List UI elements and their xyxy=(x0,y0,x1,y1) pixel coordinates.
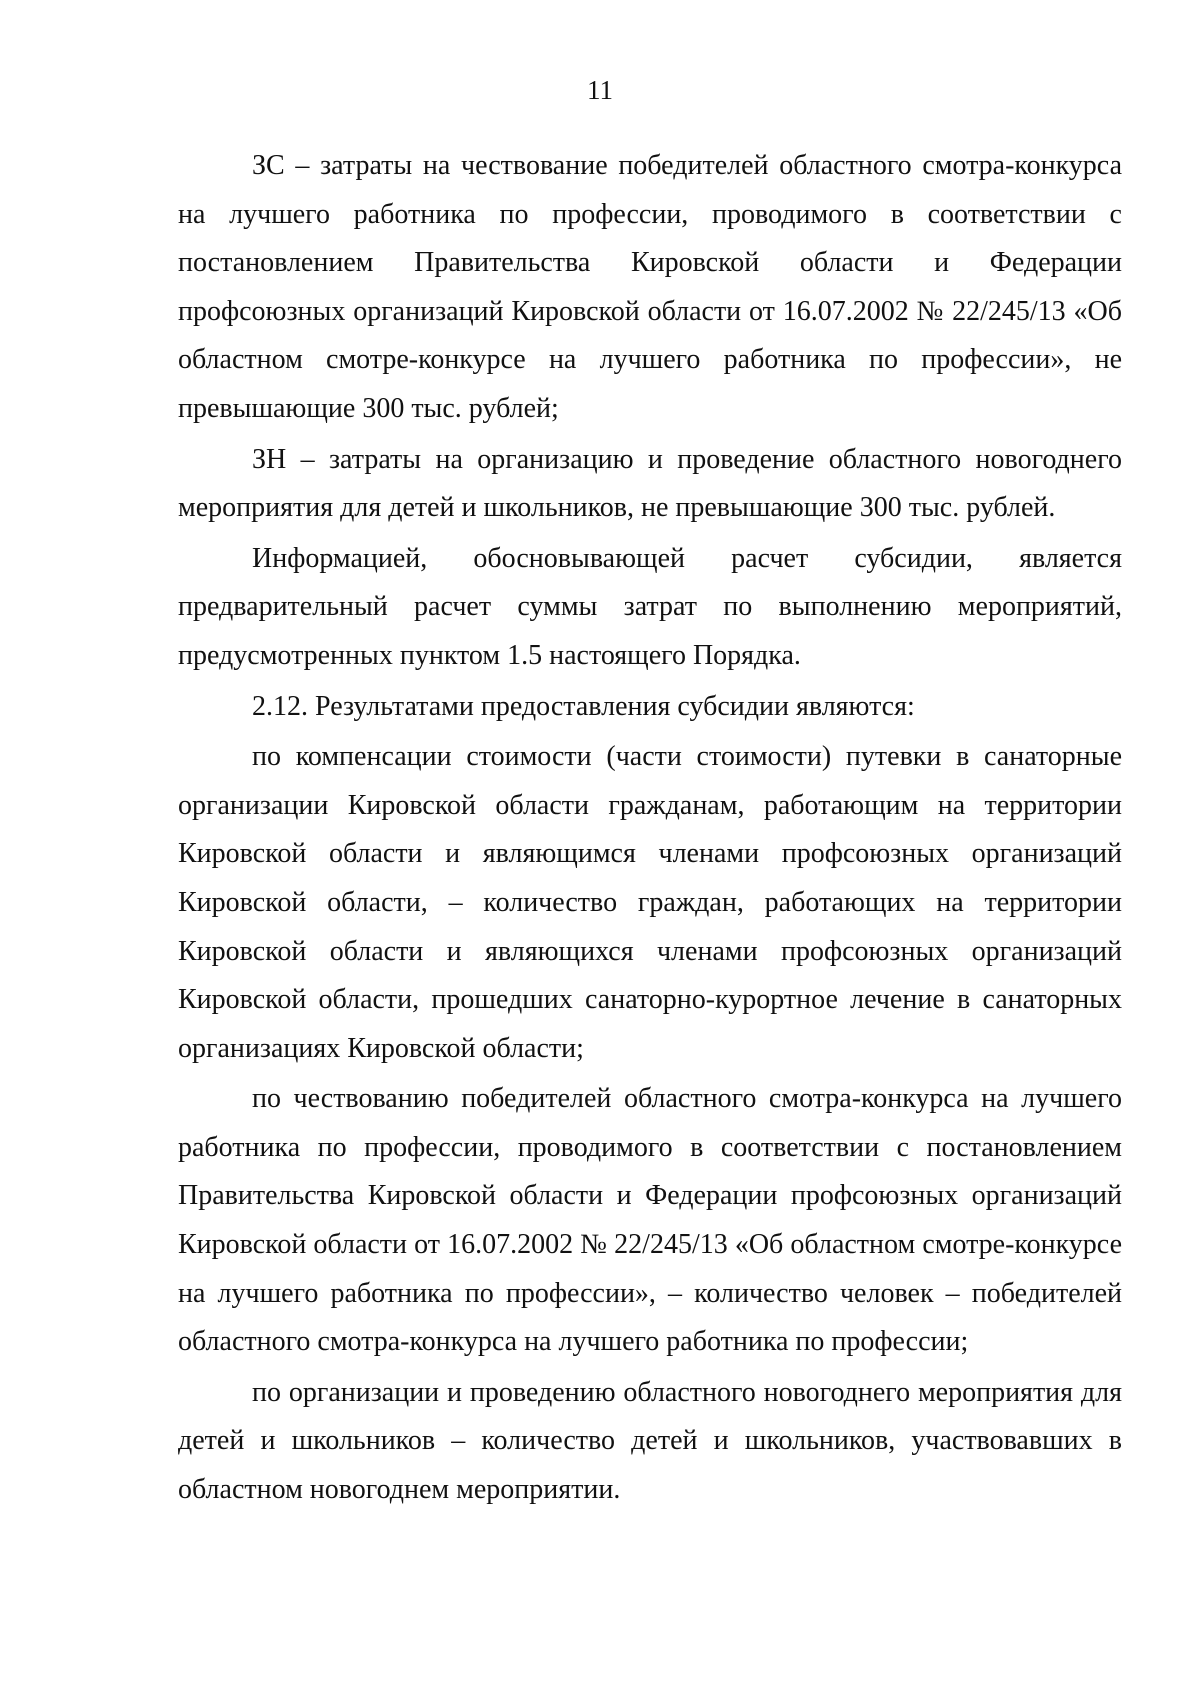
page-number: 11 xyxy=(587,75,613,105)
paragraph-justification-info: Информацией, обосновывающей расчет субсидии, является предварительный расчет суммы затрат по выполнению мероприятий, предусмотренных пунктом 1.5 настоящего Порядка. xyxy=(178,542,1122,671)
paragraph-result-contest: по чествованию победителей областного смотра-конкурса на лучшего работника по профессии, проводимого в соответствии с постановлением Правительства Кировской области и Федерации профсоюзных организаций Кировской области от 16.07.2002 № 22/245/13 «Об областном смотре-конкурсе на лучшего работника по профессии», – количество человек – победителей областного смотра-конкурса на лучшего работника по профессии; xyxy=(178,1083,1122,1358)
paragraph-section-2-12: 2.12. Результатами предоставления субсидии являются: xyxy=(252,690,915,722)
paragraph-zn-definition: ЗН – затраты на организацию и проведение областного новогоднего мероприятия для детей и школьников, не превышающие 300 тыс. рублей. xyxy=(178,443,1122,524)
document-body xyxy=(178,142,1122,1515)
paragraph-zs-definition: ЗС – затраты на чествование победителей областного смотра-конкурса на лучшего работника по профессии, проводимого в соответствии с постановлением Правительства Кировской области и Федерации профсоюзных организаций Кировской области от 16.07.2002 № 22/245/13 «Об областном смотре-конкурсе на лучшего работника по профессии», не превышающие 300 тыс. рублей; xyxy=(178,150,1122,424)
paragraph-result-new-year: по организации и проведению областного новогоднего мероприятия для детей и школьников – количество детей и школьников, участвовавших в областном новогоднем мероприятии. xyxy=(178,1376,1122,1506)
paragraph-result-sanatorium: по компенсации стоимости (части стоимости) путевки в санаторные организации Кировской области гражданам, работающим на территории Кировской области и являющимся членами профсоюзных организаций Кировской области, – количество граждан, работающих на территории Кировской области и являющихся членами профсоюзных организаций Кировской области, прошедших санаторно-курортное лечение в санаторных организациях Кировской области; xyxy=(178,741,1122,1064)
